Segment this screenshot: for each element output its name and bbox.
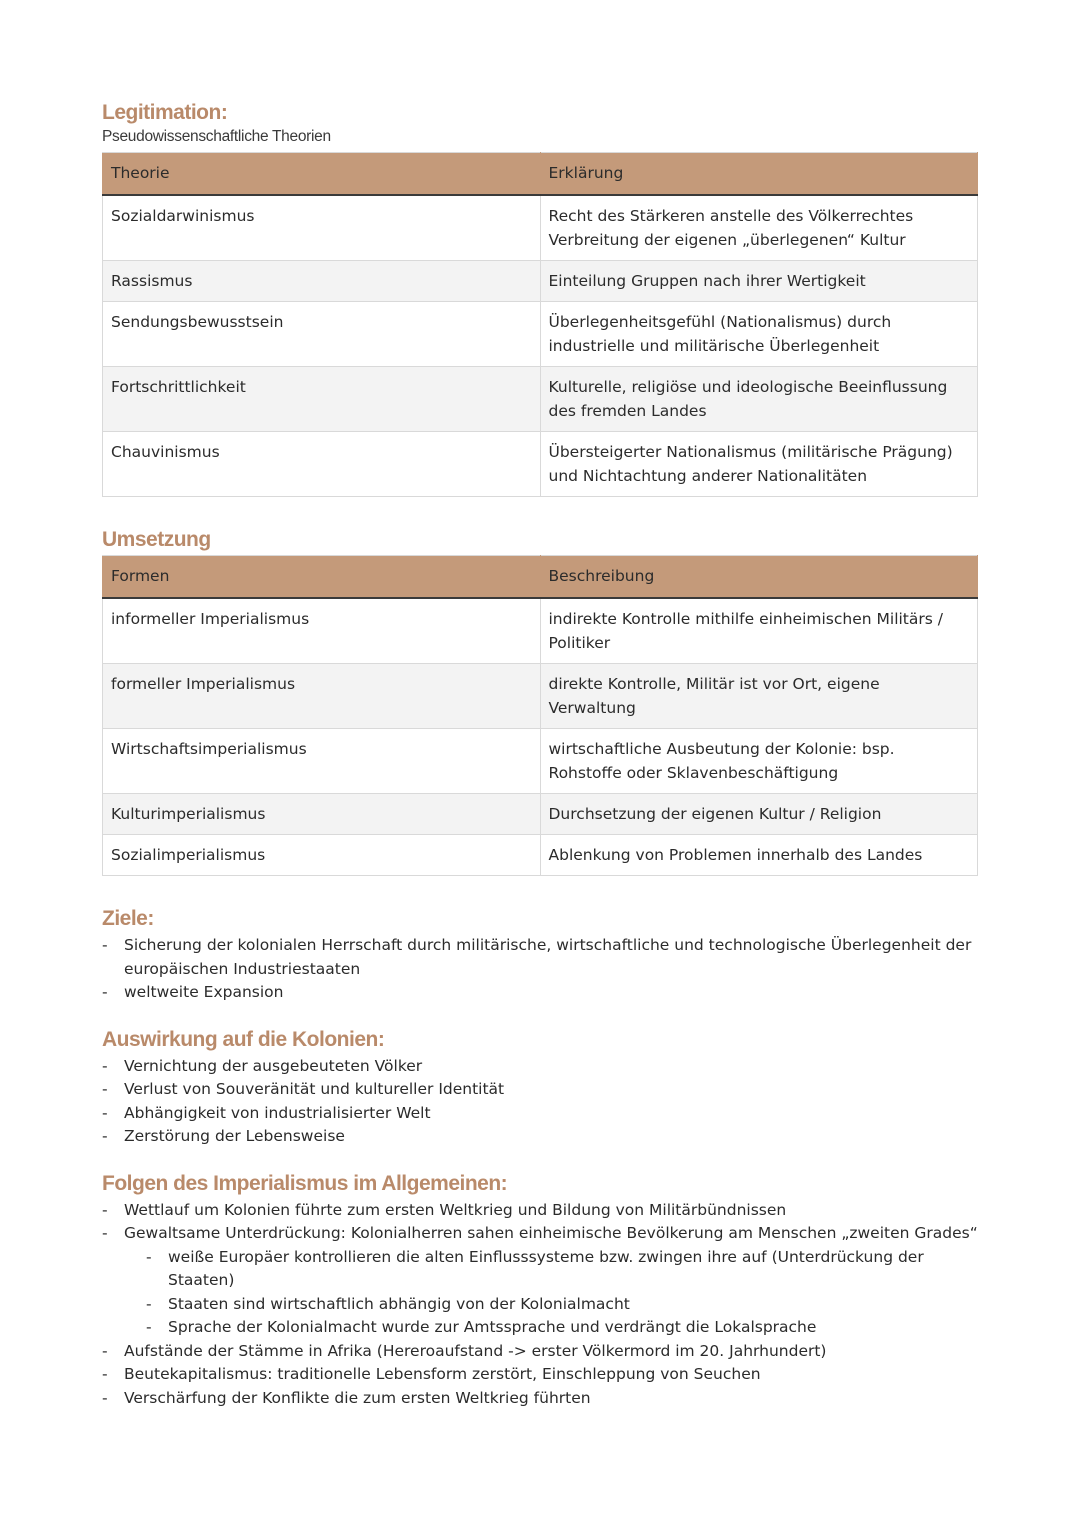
table-header-row [103,556,978,599]
sub-list-item: - Sprache der Kolonialmacht wurde zur Amtssprache und verdrängt die Lokalsprache [102,1316,978,1340]
table-row [103,302,978,367]
table-header-row [103,153,978,196]
column-header-beschreibung: Beschreibung [540,556,978,599]
theory-cell: Rassismus [103,261,541,302]
folgen-heading: Folgen des Imperialismus im Allgemeinen: [102,1171,508,1195]
form-cell: Wirtschaftsimperialismus [103,729,541,794]
description-cell: wirtschaftliche Ausbeutung der Kolonie: bsp. Rohstoffe oder Sklavenbeschäftigung [540,729,978,794]
forms-table [102,555,978,876]
theory-cell: Sendungsbewusstsein [103,302,541,367]
form-cell: informeller Imperialismus [103,598,541,664]
description-cell: Ablenkung von Problemen innerhalb des Landes [540,835,978,876]
explanation-cell: Übersteigerter Nationalismus (militärische Prägung) und Nichtachtung anderer Nationalitäten [540,432,978,497]
description-cell: indirekte Kontrolle mithilfe einheimischen Militärs / Politiker [540,598,978,664]
explanation-line: Recht des Stärkeren anstelle des Völkerrechtes Verbreitung der eigenen „überlegenen“ Kultur [548,207,914,249]
table-row [103,432,978,497]
column-header-theorie: Theorie [103,153,541,196]
column-header-formen: Formen [103,556,541,599]
table-row [103,664,978,729]
ziele-list [102,934,978,1005]
auswirkung-heading: Auswirkung auf die Kolonien: [102,1027,385,1051]
list-item: - Aufstände der Stämme in Afrika (Hereroaufstand -> erster Völkermord im 20. Jahrhundert) [102,1340,978,1364]
list-item: - Beutekapitalismus: traditionelle Lebensform zerstört, Einschleppung von Seuchen [102,1363,978,1387]
form-cell: Sozialimperialismus [103,835,541,876]
list-item: - weltweite Expansion [102,981,978,1005]
umsetzung-heading: Umsetzung [102,528,211,551]
table-row [103,729,978,794]
list-item: - Wettlauf um Kolonien führte zum ersten Weltkrieg und Bildung von Militärbündnissen [102,1199,978,1223]
explanation-cell: Kulturelle, religiöse und ideologische Beeinflussung des fremden Landes [540,367,978,432]
table-row [103,835,978,876]
table-row [103,794,978,835]
theory-cell: Chauvinismus [103,432,541,497]
ziele-heading: Ziele: [102,907,154,930]
table-row [103,261,978,302]
list-item: - Verlust von Souveränität und kultureller Identität [102,1078,978,1102]
list-item: - Zerstörung der Lebensweise [102,1125,978,1149]
auswirkung-list [102,1055,978,1149]
table-row [103,598,978,664]
sub-list-item: - Staaten sind wirtschaftlich abhängig von der Kolonialmacht [102,1293,978,1317]
list-item: - Gewaltsame Unterdrückung: Kolonialherren sahen einheimische Bevölkerung am Menschen „zweiten Grades“ [102,1222,978,1246]
table-row [103,195,978,261]
list-item: - Vernichtung der ausgebeuteten Völker [102,1055,978,1079]
explanation-cell: Überlegenheitsgefühl (Nationalismus) durch industrielle und militärische Überlegenheit [540,302,978,367]
theory-cell: Fortschrittlichkeit [103,367,541,432]
theories-table [102,152,978,497]
sub-list-item: - weiße Europäer kontrollieren die alten Einflusssysteme bzw. zwingen ihre auf (Unterdrückung der Staaten) [102,1246,978,1293]
folgen-list [102,1199,978,1411]
legitimation-subheading: Pseudowissenschaftliche Theorien [102,128,331,145]
table-row [103,367,978,432]
description-cell: Durchsetzung der eigenen Kultur / Religion [540,794,978,835]
form-cell: Kulturimperialismus [103,794,541,835]
list-item: - Sicherung der kolonialen Herrschaft durch militärische, wirtschaftliche und technologische Überlegenheit der europäischen Industriestaaten [102,934,978,981]
theory-cell: Sozialdarwinismus [103,195,541,261]
description-cell: direkte Kontrolle, Militär ist vor Ort, eigene Verwaltung [540,664,978,729]
form-cell: formeller Imperialismus [103,664,541,729]
legitimation-heading: Legitimation: [102,101,228,124]
list-item: - Abhängigkeit von industrialisierter Welt [102,1102,978,1126]
list-item: - Verschärfung der Konflikte die zum ersten Weltkrieg führten [102,1387,978,1411]
column-header-erklaerung: Erklärung [540,153,978,196]
document-page [102,100,978,1410]
explanation-cell: Einteilung Gruppen nach ihrer Wertigkeit [540,261,978,302]
explanation-cell [540,195,978,261]
